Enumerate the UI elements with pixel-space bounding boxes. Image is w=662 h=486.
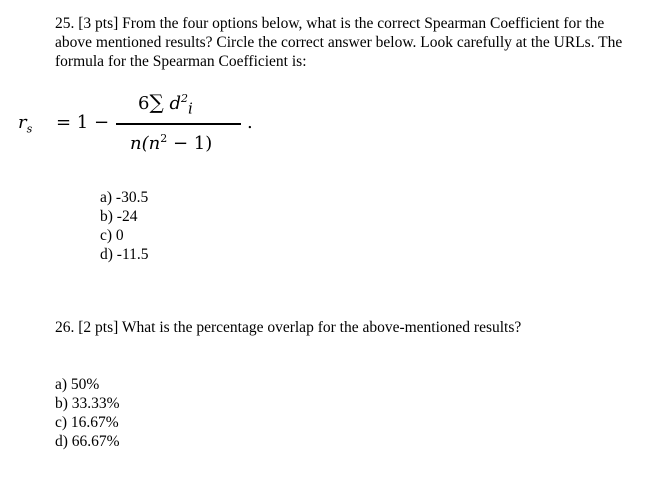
formula-equals: = 1 − <box>56 112 110 133</box>
option-a[interactable]: a) 50% <box>55 376 100 393</box>
question-26-options <box>55 375 120 451</box>
formula-period: . <box>247 112 253 133</box>
option-c[interactable]: c) 16.67% <box>55 414 119 431</box>
option-d[interactable]: d) 66.67% <box>55 433 120 450</box>
question-25-options <box>100 188 149 264</box>
option-b[interactable]: b) 33.33% <box>55 395 120 412</box>
option-b[interactable]: b) -24 <box>100 208 138 225</box>
formula-numerator: 6∑ $d^2_i$ <box>138 90 193 118</box>
option-a[interactable]: a) -30.5 <box>100 189 149 206</box>
option-c[interactable]: c) 0 <box>100 227 124 244</box>
option-d[interactable]: d) -11.5 <box>100 246 149 263</box>
question-26-text: 26. [2 pts] What is the percentage overlap for the above-mentioned results? <box>55 319 522 336</box>
formula-lhs: $r_s$ <box>18 112 33 136</box>
formula-denominator: $n(n^2 - 1)$ <box>130 132 213 154</box>
fraction-bar <box>116 123 241 125</box>
question-25-text: 25. [3 pts] From the four options below, what is the correct Spearman Coefficient for the above mentioned results? Circle the correct answer below. Look carefully at the URLs. The formula for the Spearman Coefficient is: <box>55 15 623 70</box>
spearman-formula <box>18 90 258 160</box>
